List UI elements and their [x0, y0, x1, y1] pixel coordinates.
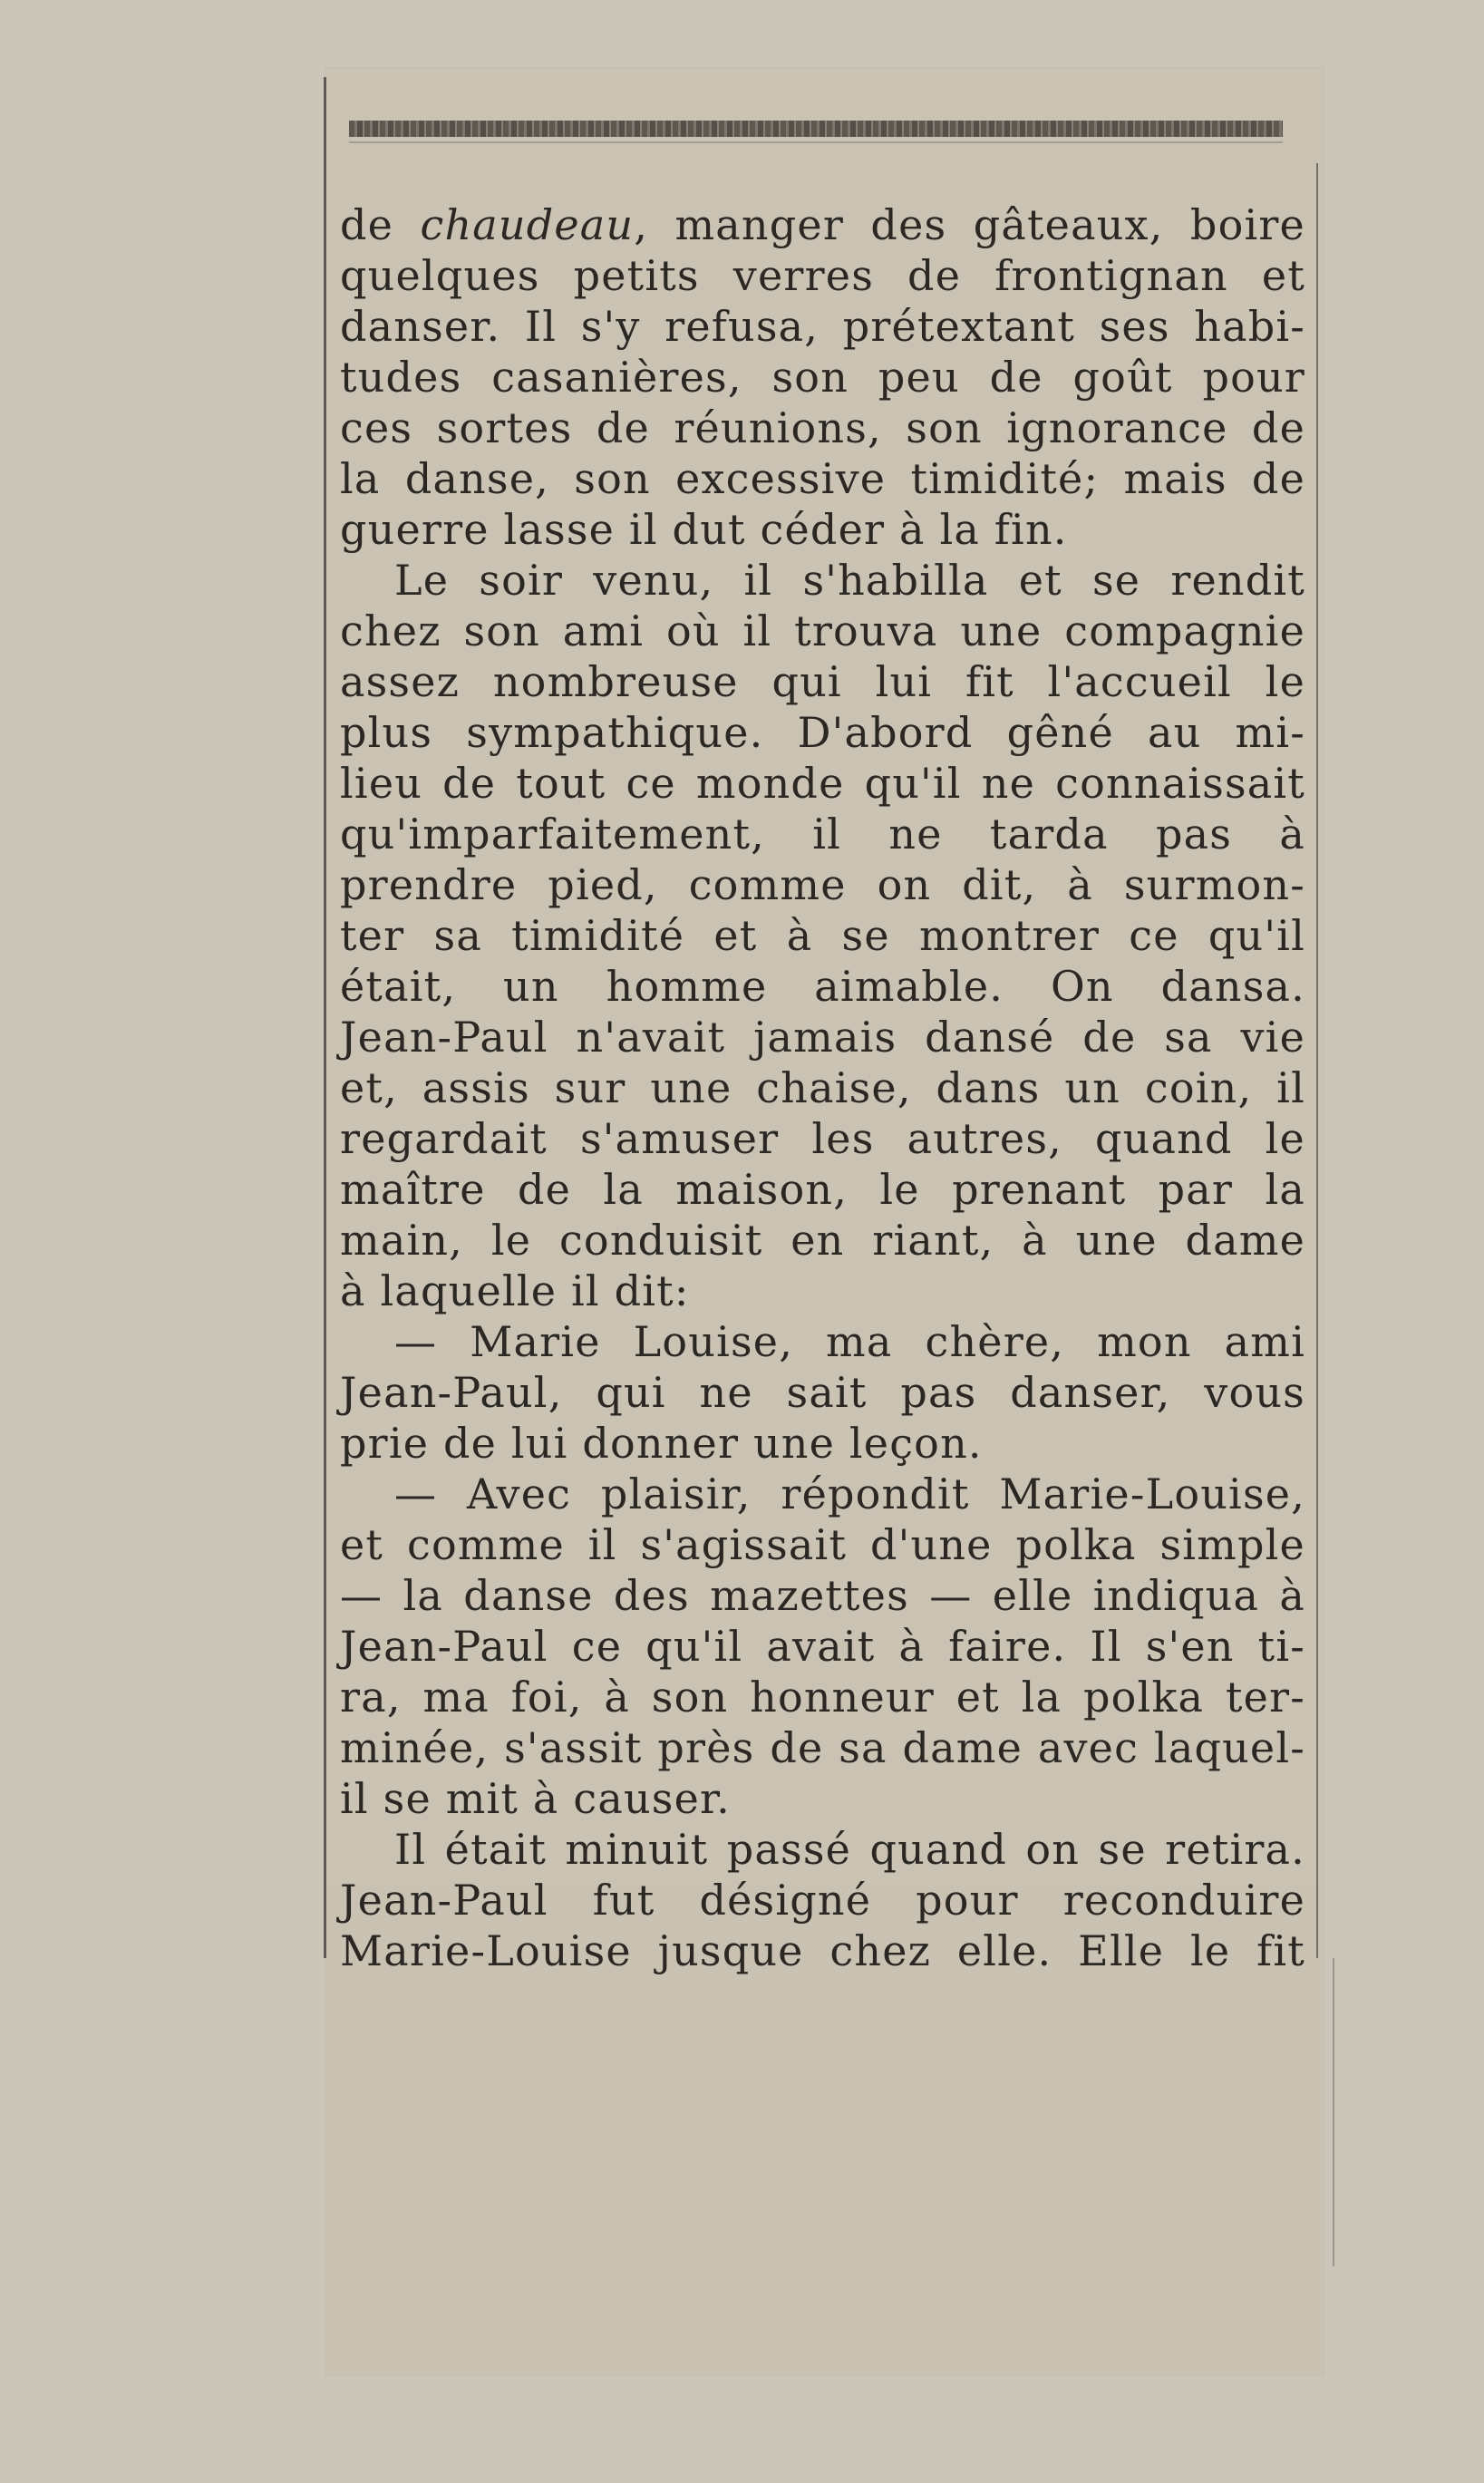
article-line: et comme il s'agissait d'une polka simple	[340, 1520, 1305, 1569]
article-line: Jean-Paul ce qu'il avait à faire. Il s'en ti-	[340, 1622, 1305, 1671]
article-line: guerre lasse il dut céder à la fin.	[340, 505, 1068, 554]
article-line: — Marie Louise, ma chère, mon ami	[394, 1317, 1305, 1366]
article-line: il se mit à causer.	[340, 1774, 731, 1823]
top-thin-rule	[349, 141, 1283, 143]
top-decorative-rule	[349, 121, 1283, 137]
article-line: plus sympathique. D'abord gêné au mi-	[340, 708, 1305, 757]
article-line: — la danse des mazettes — elle indiqua à	[340, 1571, 1305, 1620]
article-line: Jean-Paul n'avait jamais dansé de sa vie	[340, 1013, 1305, 1062]
article-line: et, assis sur une chaise, dans un coin, il	[340, 1063, 1305, 1112]
article-line: Le soir venu, il s'habilla et se rendit	[394, 556, 1305, 605]
right-cut-edge	[1316, 163, 1318, 1958]
line-text-pre: de	[340, 200, 421, 249]
article-line: — Avec plaisir, répondit Marie-Louise,	[394, 1469, 1305, 1518]
left-cut-edge	[324, 77, 326, 1958]
line-text-post: , manger des gâteaux, boire	[634, 200, 1305, 249]
right-margin-marks	[1333, 1958, 1334, 2266]
article-line: assez nombreuse qui lui fit l'accueil le	[340, 657, 1305, 706]
article-line: à laquelle il dit:	[340, 1266, 690, 1315]
article-line: Il était minuit passé quand on se retira.	[394, 1825, 1305, 1874]
article-line: prendre pied, comme on dit, à surmon-	[340, 860, 1305, 909]
article-line: prie de lui donner une leçon.	[340, 1419, 983, 1468]
article-line: main, le conduisit en riant, à une dame	[340, 1216, 1305, 1265]
article-line: était, un homme aimable. On dansa.	[340, 962, 1305, 1011]
article-line	[340, 199, 1305, 250]
article-line: ra, ma foi, à son honneur et la polka ter-	[340, 1673, 1305, 1722]
article-line: tudes casanières, son peu de goût pour	[340, 353, 1305, 402]
article-line: danser. Il s'y refusa, prétextant ses habi-	[340, 302, 1305, 351]
article-line: ter sa timidité et à se montrer ce qu'il	[340, 911, 1305, 960]
article-line: quelques petits verres de frontignan et	[340, 251, 1305, 300]
article-line: minée, s'assit près de sa dame avec laquel-	[340, 1723, 1305, 1772]
article-line: Marie-Louise jusque chez elle. Elle le fit	[340, 1926, 1305, 1975]
article-line: la danse, son excessive timidité; mais de	[340, 454, 1305, 503]
article-line: lieu de tout ce monde qu'il ne connaissait	[340, 759, 1305, 808]
article-line: regardait s'amuser les autres, quand le	[340, 1114, 1305, 1163]
article-line: ces sortes de réunions, son ignorance de	[340, 403, 1305, 452]
article-line: Jean-Paul, qui ne sait pas danser, vous	[340, 1368, 1305, 1417]
line-text-italic: chaudeau	[420, 200, 635, 249]
article-line: maître de la maison, le prenant par la	[340, 1165, 1305, 1214]
article-line: Jean-Paul fut désigné pour reconduire	[340, 1876, 1305, 1925]
article-line: qu'imparfaitement, il ne tarda pas à	[340, 810, 1305, 858]
article-line: chez son ami où il trouva une compagnie	[340, 606, 1305, 655]
article-text-column	[340, 199, 1305, 1976]
